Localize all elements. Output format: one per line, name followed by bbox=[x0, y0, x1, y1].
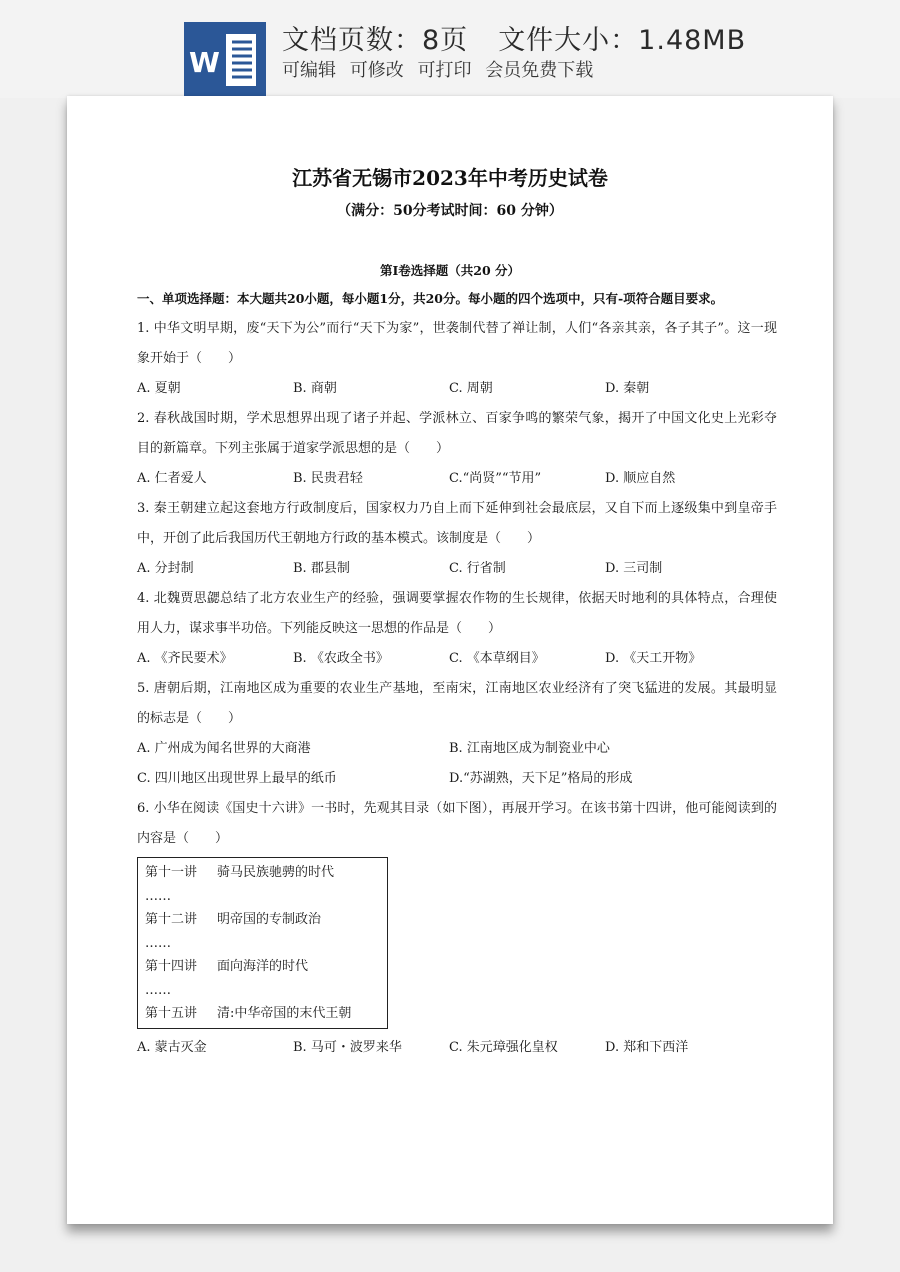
feature-member-download: 会员免费下载 bbox=[485, 60, 594, 81]
option-b: B. 马可・波罗来华 bbox=[293, 1039, 402, 1055]
question-1-options bbox=[137, 374, 777, 404]
toc-entry bbox=[145, 1002, 387, 1026]
option-b: B. 江南地区成为制瓷业中心 bbox=[449, 741, 610, 756]
option-b: B. 郡县制 bbox=[293, 561, 350, 576]
question-2-options bbox=[137, 464, 777, 494]
option-c: C. 朱元璋强化皇权 bbox=[449, 1039, 558, 1055]
toc-entry bbox=[145, 955, 387, 979]
toc-lecture-number: 第十二讲 bbox=[145, 912, 198, 927]
feature-modifiable: 可修改 bbox=[349, 60, 404, 81]
toc-lecture-title: 明帝国的专制政治 bbox=[217, 912, 322, 927]
toc-lecture-title: 面向海洋的时代 bbox=[217, 959, 309, 974]
option-a: A. 广州成为闻名世界的大商港 bbox=[137, 741, 311, 756]
question-5-options-row-1 bbox=[137, 734, 777, 764]
question-3: 3. 秦王朝建立起这套地方行政制度后，国家权力乃自上而下延伸到社会最底层，又自下而上逐级集中到皇帝手中，开创了此后我国历代王朝地方行政的基本模式。该制度是（ ） bbox=[137, 501, 777, 546]
option-a: A. 分封制 bbox=[137, 561, 194, 576]
toc-ellipsis: …… bbox=[145, 888, 171, 904]
question-3-options bbox=[137, 554, 777, 584]
part-instructions: 一、单项选择题：本大题共20小题，每小题1分，共20分。每小题的四个选项中，只有-项符合题目要求。 bbox=[137, 291, 724, 306]
toc-ellipsis: …… bbox=[145, 935, 171, 951]
question-4-options bbox=[137, 644, 777, 674]
option-a: A. 仁者爱人 bbox=[137, 471, 207, 486]
exam-title: 江苏省无锡市2023年中考历史试卷 bbox=[292, 166, 608, 190]
toc-lecture-title: 清:中华帝国的末代王朝 bbox=[217, 1006, 352, 1021]
question-list bbox=[137, 314, 777, 1063]
option-b: B. 《农政全书》 bbox=[293, 651, 389, 666]
toc-entry bbox=[145, 908, 387, 932]
option-b: B. 商朝 bbox=[293, 381, 337, 396]
option-d: D. 《天工开物》 bbox=[605, 651, 702, 666]
option-a: A. 夏朝 bbox=[137, 381, 181, 396]
question-6: 6. 小华在阅读《国史十六讲》一书时，先观其目录（如下图），再展开学习。在该书第十四讲，他可能阅读到的内容是（ ） bbox=[137, 801, 777, 846]
exam-subtitle: （满分：50分考试时间：60 分钟） bbox=[337, 203, 563, 219]
document-page bbox=[67, 96, 833, 1224]
download-banner bbox=[0, 0, 900, 98]
section-title: 第I卷选择题（共20 分） bbox=[379, 263, 521, 278]
question-6-options bbox=[137, 1033, 777, 1063]
option-d: D. 三司制 bbox=[605, 561, 663, 576]
toc-lecture-number: 第十五讲 bbox=[145, 1006, 198, 1021]
option-c: C.“尚贤”“节用” bbox=[449, 471, 542, 486]
book-table-of-contents bbox=[137, 857, 388, 1029]
option-b: B. 民贵君轻 bbox=[293, 471, 363, 486]
option-d: D. 秦朝 bbox=[605, 381, 650, 396]
toc-lecture-number: 第十一讲 bbox=[145, 865, 198, 880]
option-c: C. 周朝 bbox=[449, 381, 493, 396]
file-info bbox=[282, 18, 746, 57]
feature-list bbox=[282, 56, 601, 82]
file-size: 文件大小：1.48MB bbox=[498, 25, 747, 56]
question-5: 5. 唐朝后期，江南地区成为重要的农业生产基地，至南宋，江南地区农业经济有了突飞猛进的发展。其最明显的标志是（ ） bbox=[137, 681, 777, 726]
option-d: D. 顺应自然 bbox=[605, 471, 676, 486]
toc-lecture-title: 骑马民族驰骋的时代 bbox=[217, 865, 335, 880]
option-d: D. 郑和下西洋 bbox=[605, 1039, 689, 1055]
option-d: D.“苏湖熟，天下足”格局的形成 bbox=[449, 771, 633, 786]
option-a: A. 蒙古灭金 bbox=[137, 1039, 207, 1055]
question-4: 4. 北魏贾思勰总结了北方农业生产的经验，强调要掌握农作物的生长规律，依据天时地利的具体特点，合理使用人力，谋求事半功倍。下列能反映这一思想的作品是（ ） bbox=[137, 591, 777, 636]
option-c: C. 行省制 bbox=[449, 561, 506, 576]
toc-lecture-number: 第十四讲 bbox=[145, 959, 198, 974]
word-document-icon bbox=[184, 22, 266, 96]
toc-ellipsis: …… bbox=[145, 982, 171, 998]
page-count: 文档页数：8页 bbox=[282, 25, 469, 56]
toc-entry bbox=[145, 861, 387, 885]
question-2: 2. 春秋战国时期，学术思想界出现了诸子并起、学派林立、百家争鸣的繁荣气象，揭开了中国文化史上光彩夺目的新篇章。下列主张属于道家学派思想的是（ ） bbox=[137, 411, 777, 456]
question-1: 1. 中华文明早期，废“天下为公”而行“天下为家”，世袭制代替了禅让制，人们“各亲其亲，各子其子”。这一现象开始于（ ） bbox=[137, 321, 777, 366]
question-5-options-row-2 bbox=[137, 764, 777, 794]
word-logo-letter: W bbox=[189, 46, 220, 79]
feature-printable: 可打印 bbox=[417, 60, 472, 81]
option-a: A. 《齐民要术》 bbox=[137, 651, 233, 666]
option-c: C. 四川地区出现世界上最早的纸币 bbox=[137, 771, 337, 786]
feature-editable: 可编辑 bbox=[282, 60, 336, 81]
option-c: C. 《本草纲目》 bbox=[449, 651, 545, 666]
